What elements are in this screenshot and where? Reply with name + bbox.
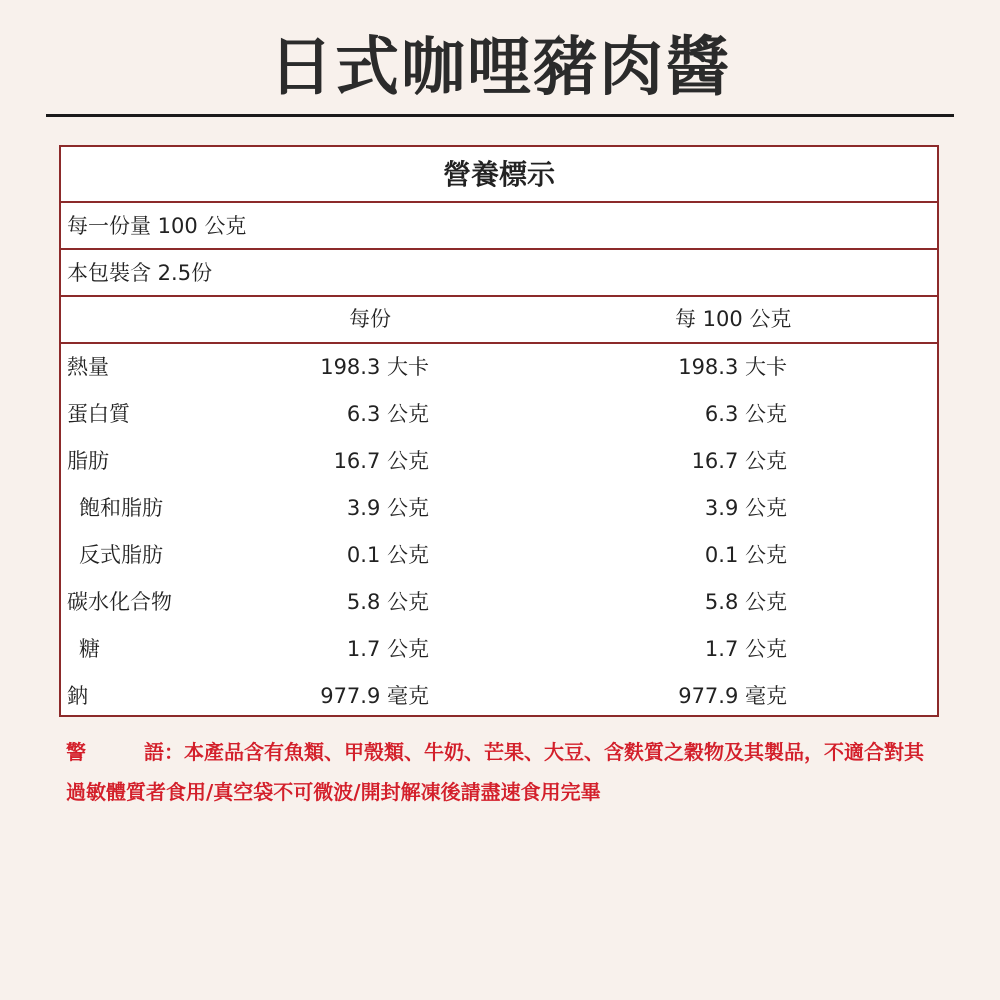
per-100g-value: 3.9 公克 (704, 496, 787, 520)
allergen-warning (66, 732, 926, 812)
product-title: 日式咖哩豬肉醬 (269, 31, 731, 105)
per-100g-value: 977.9 毫克 (678, 684, 787, 708)
per-serving-value: 1.7 公克 (346, 637, 429, 661)
table-row (61, 673, 937, 720)
nutrient-name: 糖 (79, 637, 100, 661)
table-row (61, 626, 937, 673)
per-serving-value: 977.9 毫克 (320, 684, 429, 708)
nutrition-facts-table (59, 145, 939, 717)
column-header-row (61, 297, 937, 342)
per-serving-value: 0.1 公克 (346, 543, 429, 567)
column-header-per-serving: 每份 (349, 307, 391, 331)
title-underline (46, 114, 954, 117)
table-row (61, 579, 937, 626)
per-100g-value: 198.3 大卡 (678, 355, 787, 379)
per-100g-value: 16.7 公克 (691, 449, 787, 473)
per-100g-value: 0.1 公克 (704, 543, 787, 567)
servings-per-package: 本包裝含 2.5份 (67, 261, 213, 285)
table-row (61, 344, 937, 391)
nutrient-name: 反式脂肪 (79, 543, 163, 567)
table-row (61, 391, 937, 438)
per-100g-value: 5.8 公克 (704, 590, 787, 614)
warning-label-first: 警 (66, 740, 86, 764)
per-serving-value: 3.9 公克 (346, 496, 429, 520)
nutrient-name: 脂肪 (67, 449, 109, 473)
per-100g-value: 6.3 公克 (704, 402, 787, 426)
per-serving-value: 198.3 大卡 (320, 355, 429, 379)
nutrient-name: 蛋白質 (67, 402, 130, 426)
warning-text: 本產品含有魚類、甲殼類、牛奶、芒果、大豆、含麩質之穀物及其製品，不適合對其過敏體質者食用/真空袋不可微波/開封解凍後請盡速食用完畢 (66, 740, 924, 804)
table-row (61, 485, 937, 532)
nutrient-name: 飽和脂肪 (79, 496, 163, 520)
per-serving-value: 16.7 公克 (333, 449, 429, 473)
table-heading: 營養標示 (442, 158, 555, 191)
column-header-per-100g: 每 100 公克 (675, 307, 792, 331)
nutrient-name: 熱量 (67, 355, 109, 379)
nutrient-name: 碳水化合物 (67, 590, 172, 614)
per-100g-value: 1.7 公克 (704, 637, 787, 661)
table-row (61, 532, 937, 579)
serving-size: 每一份量 100 公克 (67, 214, 247, 238)
table-row (61, 438, 937, 485)
per-serving-value: 6.3 公克 (346, 402, 429, 426)
warning-label-second: 語： (144, 740, 184, 764)
per-serving-value: 5.8 公克 (346, 590, 429, 614)
nutrient-name: 鈉 (67, 684, 88, 708)
